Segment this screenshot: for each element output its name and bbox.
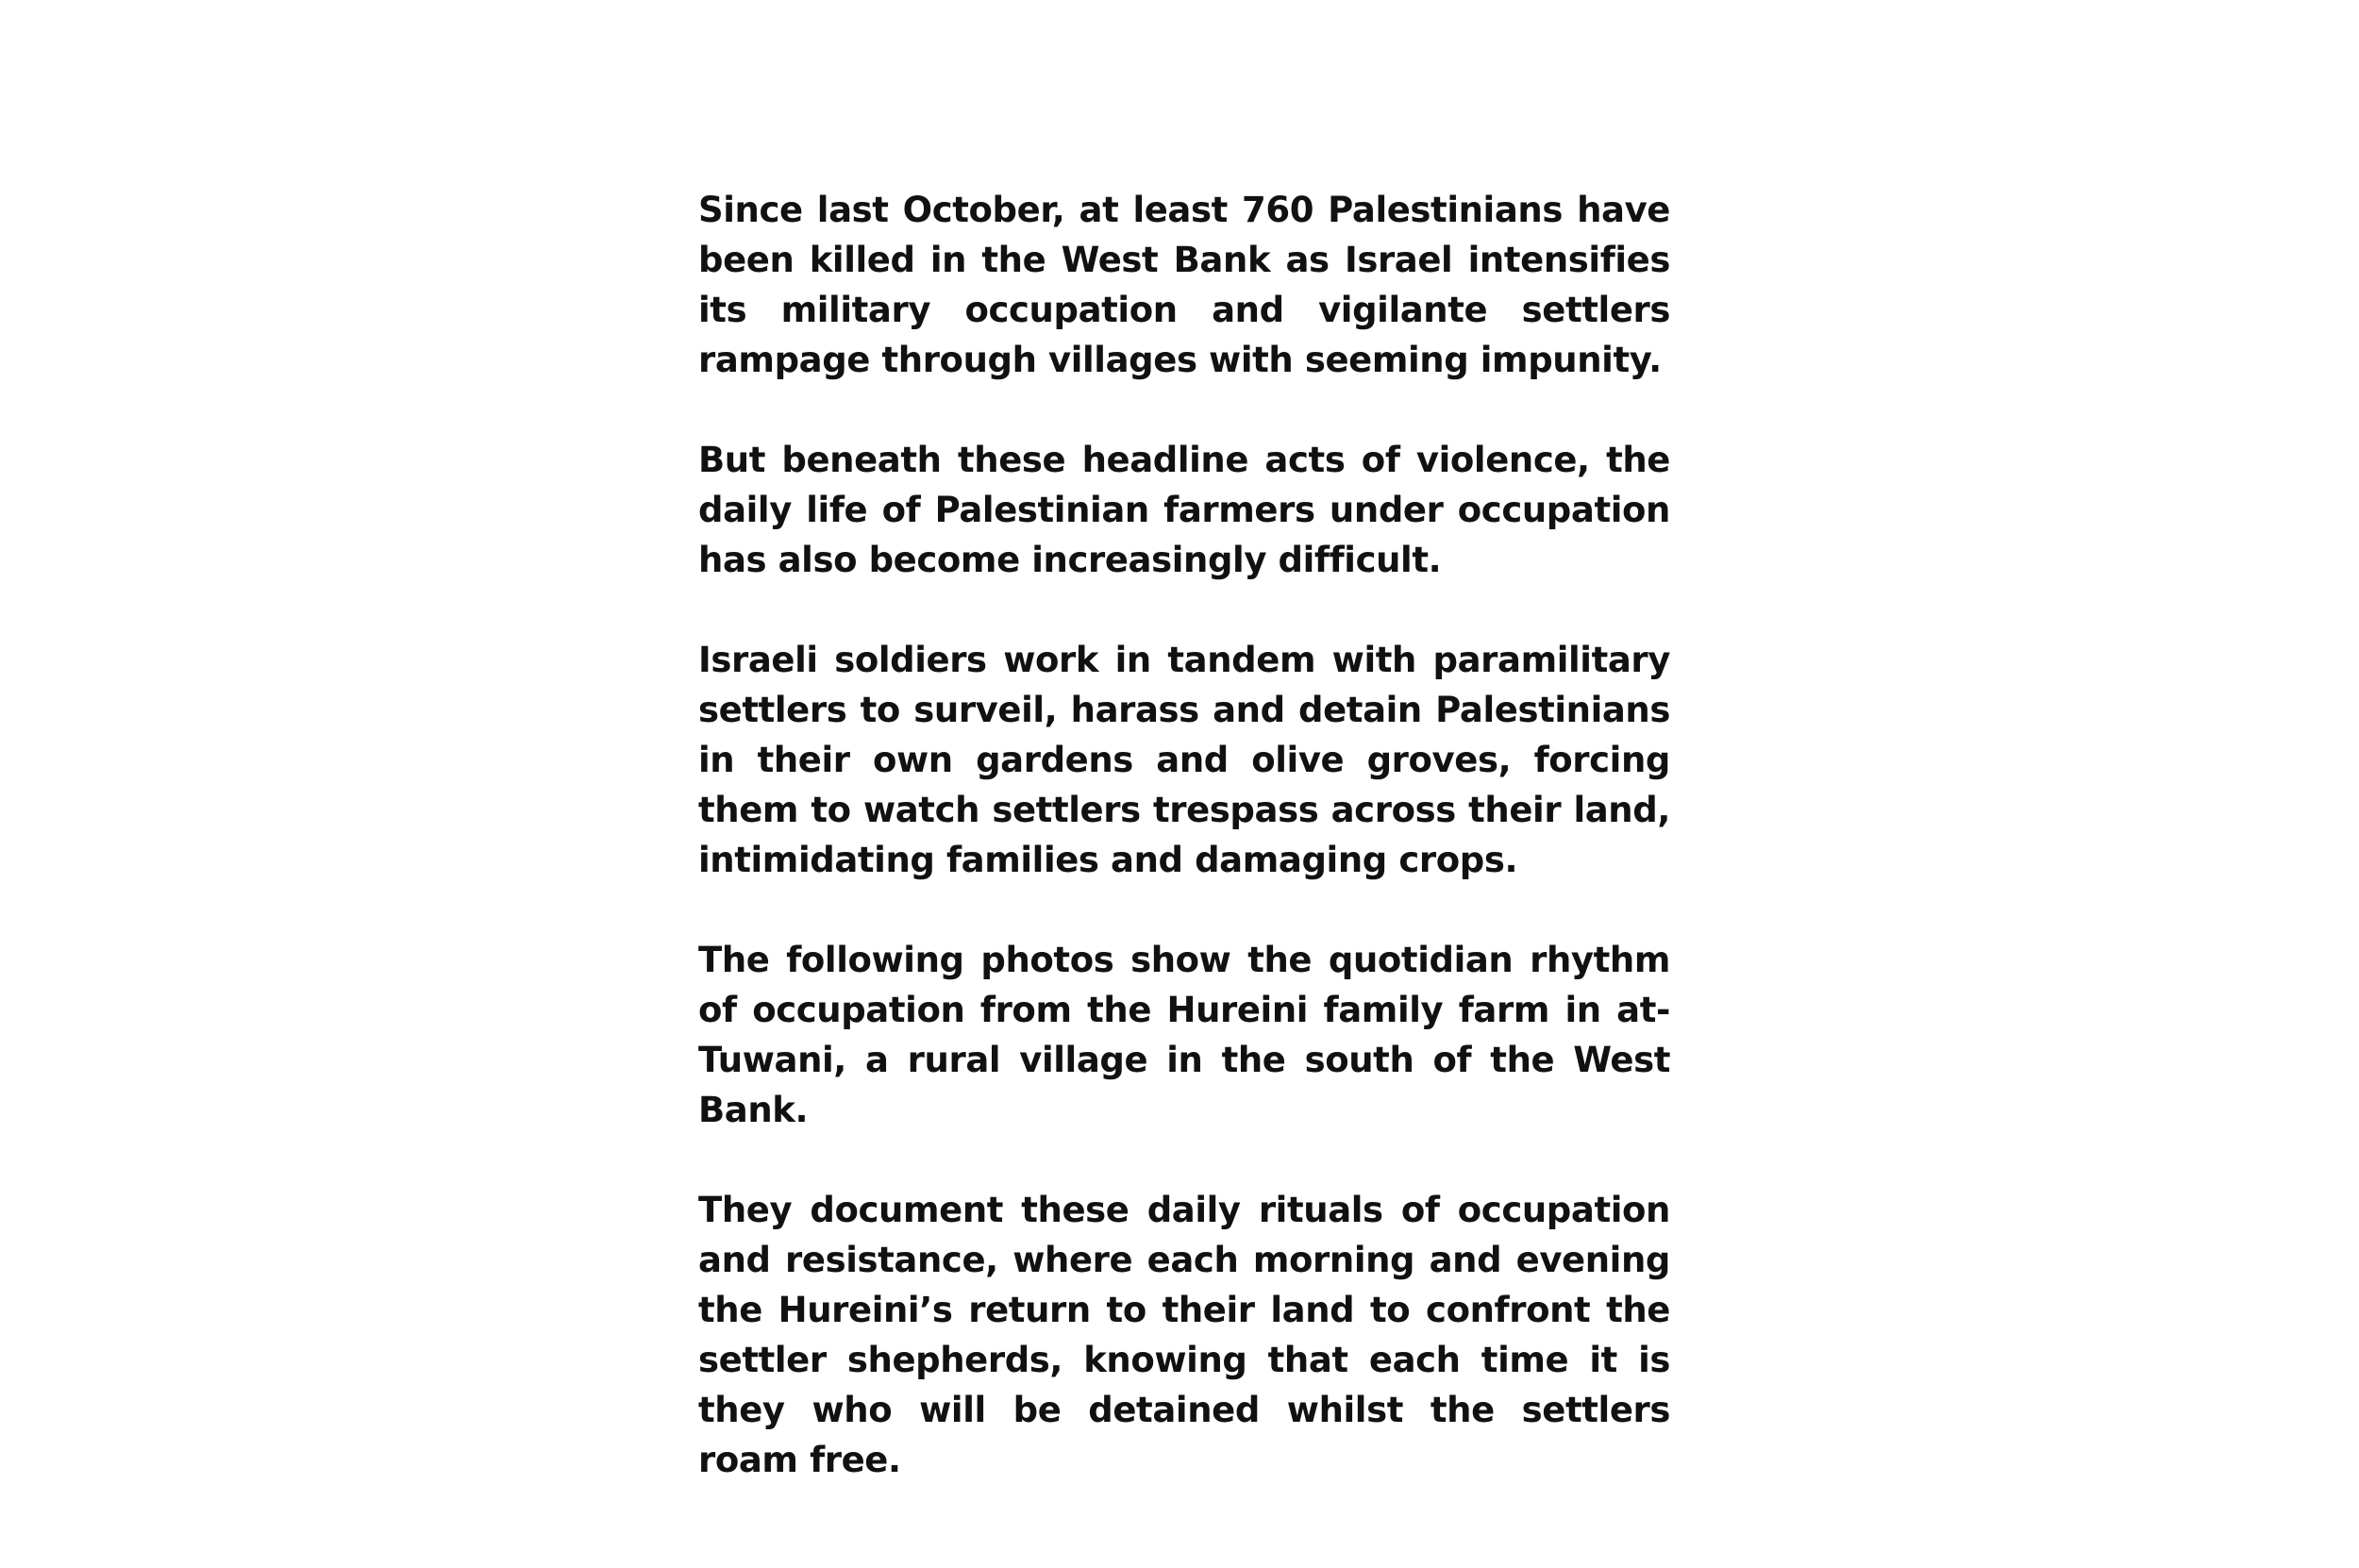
- paragraph-intro: Since last October, at least 760 Palestinians have been killed in the West Bank as Israel intensifies its military occupation and vigilante settlers rampage through villages with seeming impunity.: [698, 190, 1670, 380]
- article-body: [698, 185, 1670, 1485]
- paragraph-rituals: They document these daily rituals of occupation and resistance, where each morning and evening the Hureini’s return to their land to confront the settler shepherds, knowing that each time it is they who will be detained whilst the settlers roam free.: [698, 1190, 1670, 1480]
- paragraph-photos: The following photos show the quotidian rhythm of occupation from the Hureini family farm in at-Tuwani, a rural village in the south of the West Bank.: [698, 940, 1670, 1130]
- paragraph-daily-life: But beneath these headline acts of violence, the daily life of Palestinian farmers under occupation has also become increasingly difficult.: [698, 440, 1670, 580]
- paragraph-soldiers-settlers: Israeli soldiers work in tandem with paramilitary settlers to surveil, harass and detain Palestinians in their own gardens and olive groves, forcing them to watch settlers trespass across their land, intimidating families and damaging crops.: [698, 640, 1670, 880]
